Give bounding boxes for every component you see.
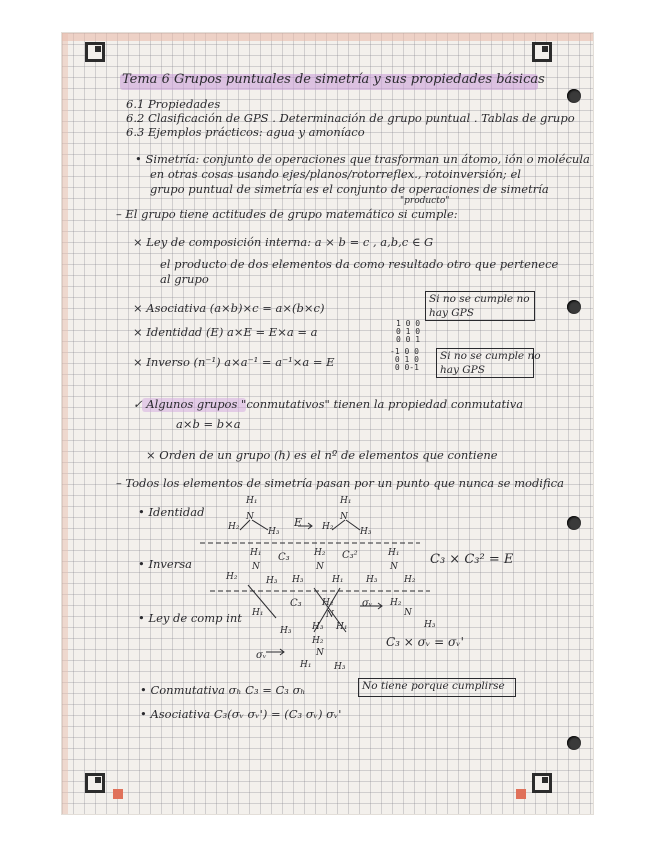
prop-conmutativa-intro: ✓ Algunos grupos "conmutativos" tienen la propiedad conmutativa <box>133 397 524 411</box>
atom-label: H₂ <box>322 522 334 532</box>
page-title: Tema 6 Grupos puntuales de simetría y sus propiedades básicas <box>122 72 545 87</box>
atom-label: H₃ <box>280 626 292 636</box>
grupo-intro: – El grupo tiene actitudes de grupo matemático si cumple: <box>116 207 458 221</box>
prop-inverso: × Inverso (n⁻¹) a×a⁻¹ = a⁻¹×a = E <box>133 355 335 369</box>
box-line: hay GPS <box>440 364 485 377</box>
atom-label: H₂ <box>228 522 240 532</box>
sim-def-line: • Simetría: conjunto de operaciones que trasforman un átomo, ión o molécula <box>135 152 590 166</box>
op-label: C₃ <box>290 598 302 609</box>
atom-label: N <box>316 562 324 572</box>
conmutativa-eq: a×b = b×a <box>176 417 241 431</box>
atom-label: H₂ <box>314 548 326 558</box>
box-line: No tiene porque cumplirse <box>362 680 505 692</box>
inverse-matrix: -1 0 0 0 1 0 0 0-1 <box>390 347 419 372</box>
todos-line: – Todos los elementos de simetría pasan por un punto que nunca se modifica <box>116 476 564 490</box>
atom-label: N <box>326 610 334 620</box>
atom-label: N <box>316 648 324 658</box>
ex-conmutativa: • Conmutativa σₕ C₃ = C₃ σₕ <box>140 683 306 697</box>
prop-orden: × Orden de un grupo (h) es el nº de elementos que contiene <box>146 448 498 462</box>
atom-label: H₁ <box>246 496 258 506</box>
prop-identidad: × Identidad (E) a×E = E×a = a <box>133 325 318 339</box>
box-line: Si no se cumple no <box>440 350 541 362</box>
atom-label: H₂ <box>390 598 402 608</box>
atom-label: N <box>340 512 348 522</box>
atom-label: H₃ <box>292 575 304 585</box>
atom-label: H₃ <box>268 527 280 537</box>
atom-label: H₂ <box>312 636 324 646</box>
atom-label: H₃ <box>366 575 378 585</box>
atom-label: H₁ <box>388 548 400 558</box>
atom-label: H₁ <box>250 548 262 558</box>
identity-matrix: 1 0 0 0 1 0 0 0 1 <box>396 319 421 344</box>
atom-label: H₁ <box>300 660 312 670</box>
prop-asociativa: × Asociativa (a×b)×c = a×(b×c) <box>133 301 325 315</box>
atom-label: H₁ <box>340 496 352 506</box>
contents-item: 6.3 Ejemplos prácticos: agua y amoníaco <box>126 125 365 139</box>
atom-label: N <box>246 512 254 522</box>
op-label: C₃² <box>342 550 358 561</box>
atom-label: N <box>390 562 398 572</box>
box-line: Si no se cumple no <box>429 293 530 305</box>
op-label: σᵥ <box>256 650 267 661</box>
ex-asociativa: • Asociativa C₃(σᵥ σᵥ') = (C₃ σᵥ) σᵥ' <box>140 707 342 721</box>
atom-label: H₃ <box>334 662 346 672</box>
ex-inversa: • Inversa <box>138 557 192 571</box>
atom-label: H₂ <box>322 598 334 608</box>
atom-label: N <box>404 608 412 618</box>
atom-label: H₁ <box>252 608 264 618</box>
atom-label: H₃ <box>424 620 436 630</box>
contents-item: 6.2 Clasificación de GPS . Determinación de grupo puntual . Tablas de grupo <box>126 111 575 125</box>
op-label: E <box>294 516 303 529</box>
box-line: hay GPS <box>429 307 474 320</box>
op-label: σᵥ <box>362 598 373 609</box>
atom-label: H₃ <box>266 576 278 586</box>
atom-label: H₁ <box>332 575 344 585</box>
contents-item: 6.1 Propiedades <box>126 97 221 111</box>
ley-desc-line: el producto de dos elementos da como resultado otro que pertenece <box>160 257 559 271</box>
ex-ley-eq: C₃ × σᵥ = σᵥ' <box>386 635 464 649</box>
atom-label: N <box>252 562 260 572</box>
ley-composicion: × Ley de composición interna: a × b = c , a,b,c ∈ G <box>133 235 434 249</box>
atom-label: H₂ <box>404 575 416 585</box>
producto-note: "producto" <box>400 196 450 206</box>
atom-label: H₃ <box>360 527 372 537</box>
atom-label: H₂ <box>226 572 238 582</box>
ley-desc-line: al grupo <box>160 272 209 286</box>
atom-label: H₃ <box>312 622 324 632</box>
ex-ley: • Ley de comp int <box>138 611 242 625</box>
op-label: C₃ <box>278 552 290 563</box>
sim-def-line: grupo puntual de simetría es el conjunto de operaciones de simetría <box>150 182 549 196</box>
atom-label: H₁ <box>336 622 348 632</box>
sim-def-line: en otras cosas usando ejes/planos/rotorreflex., rotoinversión; el <box>150 167 521 181</box>
ex-identidad: • Identidad <box>138 505 205 519</box>
ex-inversa-eq: C₃ × C₃² = E <box>430 552 514 567</box>
